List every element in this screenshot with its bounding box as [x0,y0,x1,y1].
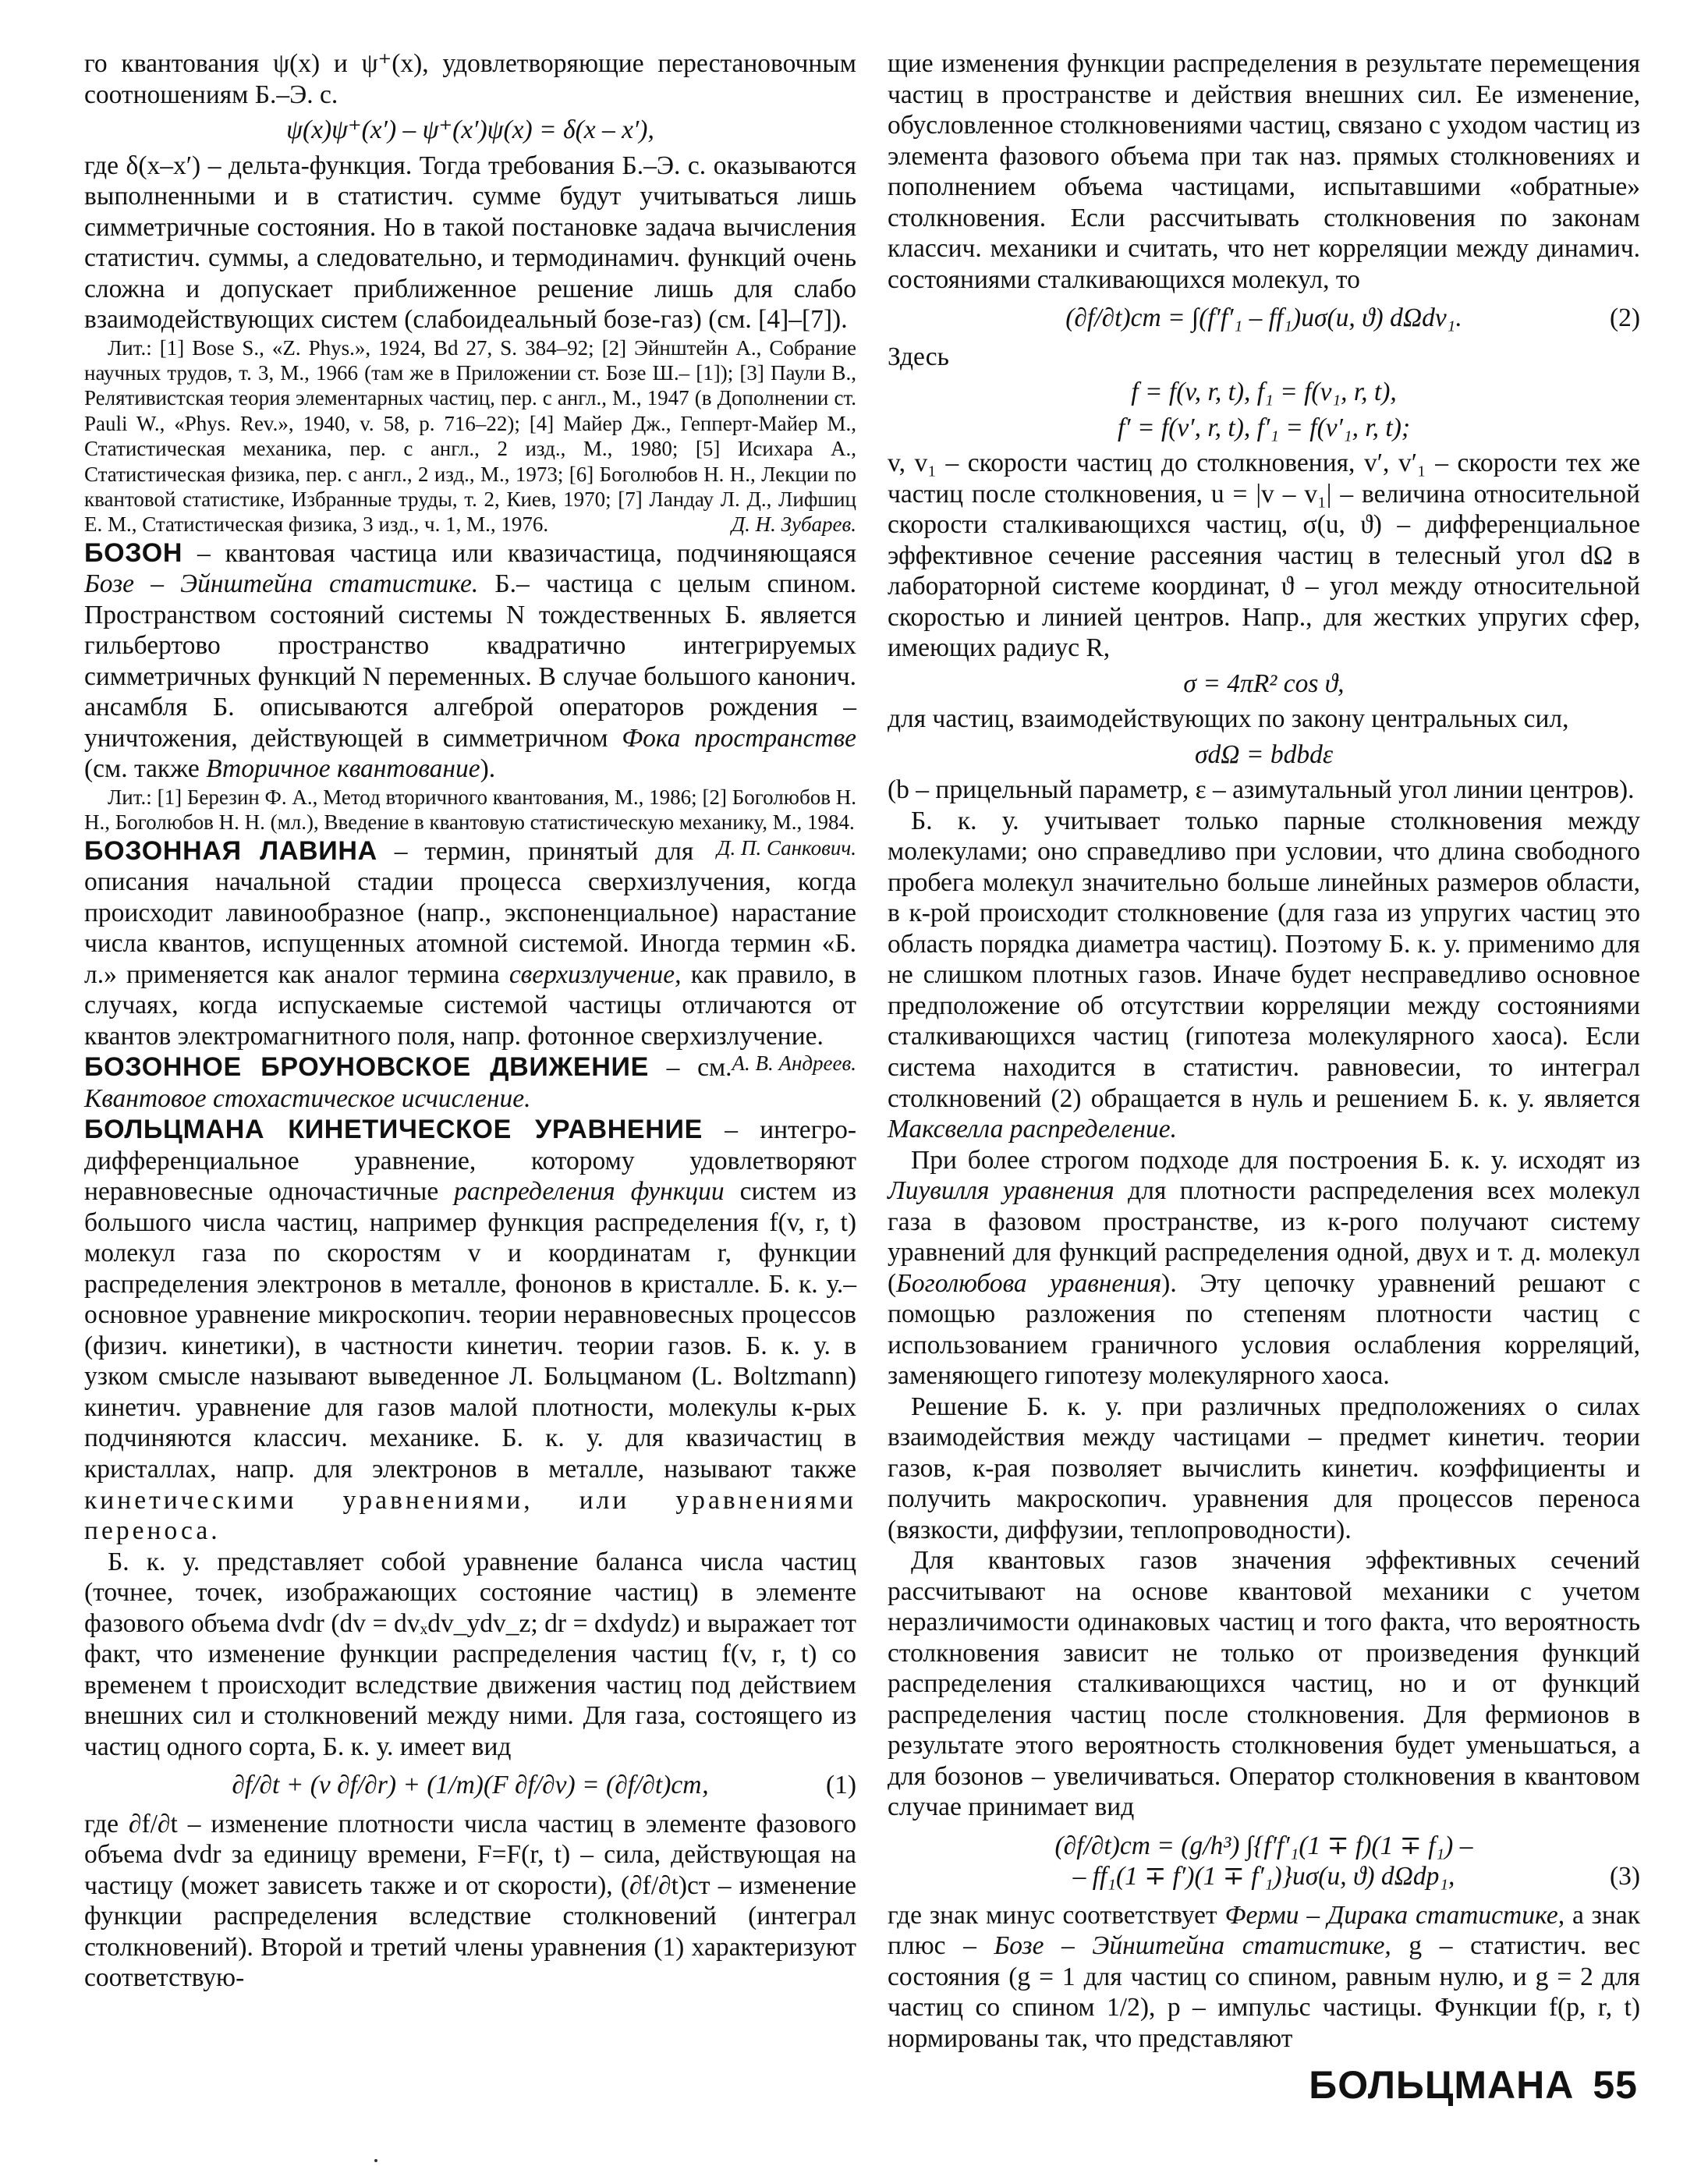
entry-text: Б.– частица с целым спином. Пространством состояний системы N тождественных Б. является гильбертово пространство квадратично интегрируемых симметричных функций N переменных. В случае большого канонич. ансамбля Б. описываются алгеброй операторов рождения – уничтожения, действующей в симметричном [84,569,856,753]
paragraph-text: Б. к. у. учитывает только парные столкновения между молекулами; оно справедливо при условии, что длина свободного пробега молекул значительно больше линейных размеров области, в к-рой происходит столкновение (для газа из упругих частиц это область порядка диаметра частиц). Поэтому Б. к. у. применимо для не слишком плотных газов. Иначе будет несправедливо основное предположение об отсутствии корреляции между состояниями сталкивающихся частиц (гипотеза молекулярного хаоса). Если система находится в статистич. равновесии, то интеграл столкновений (2) обращается в нуль и решением Б. к. у. является [888,806,1640,1113]
equation-line-1: (∂f/∂t)ст = (g/h³) ∫{f′f′₁(1 ∓ f)(1 ∓ f₁) – [1054,1831,1473,1860]
cross-reference: Фока пространстве [622,723,856,753]
equation-body: (∂f/∂t)ст = ∫(f′f′₁ – ff₁)uσ(u, ϑ) dΩdv₁. [1065,303,1462,333]
cross-reference: Квантовое стохастическое исчисление. [84,1083,531,1113]
formula-commutator: ψ(x)ψ⁺(x′) – ψ⁺(x′)ψ(x) = δ(x – x′), [286,115,654,145]
paragraph: (b – прицельный параметр, ε – азимутальный угол линии центров). [888,775,1635,805]
paragraph-text: где знак минус соответствует [888,1900,1225,1930]
literature-text: Лит.: [1] Bose S., «Z. Phys.», 1924, Bd 27, S. 384–92; [2] Эйнштейн А., Собрание научных трудов, т. 3, М., 1966 (там же в Приложении ст. Бозе Ш.– [1]); [3] Паули В., Релятивистская теория элементарных частиц, пер. с англ., М., 1947 (в Дополнении ст. Pauli W., «Phys. Rev.», 1940, v. 58, p. 716–22); [4] Майер Дж., Гепперт-Майер М., Статистическая механика, пер. с англ., 2 изд., М., 1980; [5] Исихара А., Статистическая физика, пер. с англ., 2 изд., М., 1973; [6] Боголюбов Н. Н., Лекции по квантовой статистике, Избранные труды, т. 2, Киев, 1970; [7] Ландау Л. Д., Лифшиц Е. М., Статистическая физика, 3 изд., ч. 1, М., 1976. [84,335,856,537]
literature-text: Лит.: [1] Березин Ф. А., Метод вторичного квантования, М., 1986; [2] Боголюбов Н. Н., Боголюбов Н. Н. (мл.), Введение в квантовую статистическую механику, М., 1984. [84,785,856,835]
entry-text: систем из большого числа частиц, например функция распределения f(v, r, t) молекул газа по скоростям v и координатам r, функции распределения электронов в металле, фононов в кристалле. Б. к. у.– основное уравнение микроскопич. теории неравновесных процессов (физич. кинетики), в частности кинетич. теории газов. Б. к. у. в узком смысле называют выведенное Л. Больцманом (L. Boltzmann) кинетич. уравнение для газов малой плотности, молекулы к-рых подчиняются классич. механике. Б. к. у. для квазичастиц в кристаллах, напр. для электронов в металле, называют также [84,1177,857,1484]
entry-text: как правило, в случаях, когда испускаемые системой частицы отличаются от квантов электромагнитного поля, напр. фотонное сверхизлучение. [84,959,856,1051]
equation-body: ∂f/∂t + (v ∂f/∂r) + (1/m)(F ∂f/∂v) = (∂f/∂t)ст, [232,1771,709,1800]
paragraph-text: а знак плюс – [888,1900,1640,1961]
entry-text: ). [480,754,496,784]
author-signature: Д. П. Санкович. [717,835,856,860]
formula-cross-section: σ = 4πR² cos ϑ, [1183,668,1345,698]
entry-text: (см. также [84,754,207,784]
headword: БОЗОН [84,537,183,568]
author-signature: А. В. Андреев. [732,1051,856,1076]
paragraph: щие изменения функции распределения в результате перемещения частиц в пространстве и действия внешних сил. Ее изменение, обусловленное столкновениями частиц, связано с уходом частиц из элемента фазового объема при так наз. прямых столкновениях и пополнением объема частицами, испытавшими «обратные» столкновения. Если рассчитывать столкновения по законам классич. механики и считать, что нет корреляции между динамич. состояниями сталкивающихся молекул, то [888,49,1640,294]
author-signature: Д. Н. Зубарев. [731,512,856,537]
equation-1 [84,1770,856,1801]
cross-reference: сверхизлучение, [509,959,682,989]
cross-reference: Ферми – Дирака статистике, [1224,1900,1565,1930]
cross-reference: Лиувилля уравнения [888,1176,1114,1206]
paragraph: Для квантовых газов значения эффективных сечений рассчитывают на основе квантовой механики с учетом неразличимости одинаковых частиц и того факта, что вероятность столкновения зависит не только от произведения функций распределения сталкивающихся частиц, но и от функций распределения частиц после столкновения. Для фермионов в результате этого вероятность столкновения будет уменьшаться, а для бозонов – увеличиваться. Оператор столкновения в квантовом случае принимает вид [888,1546,1640,1822]
left-column [84,48,856,1994]
equation-2 [888,303,1640,334]
paragraph [888,1145,1640,1392]
cross-reference: распределения функции [454,1177,725,1207]
formula-definitions-2: f′ = f(v′, r, t), f′₁ = f(v′₁, r, t); [1117,413,1411,442]
paragraph-text: При более строгом подходе для построения Б. к. у. исходят из [911,1145,1640,1175]
equation-line-2: – ff₁(1 ∓ f′)(1 ∓ f′₁)}uσ(u, ϑ) dΩdp₁, [1072,1862,1455,1892]
paragraph: го квантования ψ(x) и ψ⁺(x), удовлетворяющие перестановочным соотношениям Б.–Э. с. [84,49,856,109]
paragraph: где ∂f/∂t – изменение плотности числа частиц в элементе фазового объема dvdr за единицу времени, F=F(r, t) – сила, действующая на частицу (может зависеть также и от скорости), (∂f/∂t)ст – изменение функции распределения вследствие столкновений (интеграл столкновений). Второй и третий члены уравнения (1) характеризуют соответствую- [84,1809,856,1993]
cross-reference: Максвелла распределение. [888,1115,1177,1144]
paragraph: v, v₁ – скорости частиц до столкновения, v′, v′₁ – скорости тех же частиц после столкновения, u = |v – v₁| – величина относительной скорости сталкивающихся частиц, σ(u, ϑ) – дифференциальное эффективное сечение рассеяния частиц в телесный угол dΩ в лабораторной системе координат, ϑ – угол между относительной скоростью и линией центров. Напр., для жестких упругих сфер, имеющих радиус R, [888,448,1640,663]
paragraph: для частиц, взаимодействующих по закону центральных сил, [888,704,1569,734]
paragraph: Решение Б. к. у. при различных предположениях о силах взаимодействия между частицами – предмет кинетич. теории газов, к-рая позволяет вычислить кинетич. коэффициенты и получить макроскопич. уравнения для процессов переноса (вязкости, диффузии, теплопроводности). [888,1392,1640,1544]
right-column [888,48,1640,2054]
equation-number: (2) [1609,303,1640,333]
equation-3 [888,1831,1640,1892]
paragraph: Здесь [888,342,949,371]
paragraph [888,806,1640,1145]
formula-definitions-1: f = f(v, r, t), f₁ = f(v₁, r, t), [1131,378,1397,407]
formula-central-forces: σdΩ = bdbdε [1194,739,1334,769]
entry-boltzmann [84,1114,856,1546]
paragraph: Б. к. у. представляет собой уравнение баланса числа частиц (точнее, точек, изображающих состояние частиц) в элементе фазового объема dvdr (dv = dvₓdv_ydv_z; dr = dxdydz) и выражает тот факт, что изменение функции распределения частиц f(v, r, t) со временем t происходит вследствие движения частиц под действием внешних сил и столкновений между ними. Для газа, состоящего из частиц одного сорта, Б. к. у. имеет вид [84,1547,856,1761]
entry-text: – см. [649,1053,732,1083]
cross-reference: Бозе – Эйнштейна статистике. [84,569,479,599]
entry-bozon [84,537,856,785]
literature-list [84,335,856,537]
cross-reference: Бозе – Эйнштейна статистике, [994,1931,1391,1961]
paragraph-text: ). Эту цепочку уравнений решают с помощью разложения по степеням плотности частиц с использованием граничного условия ослабления корреляций, заменяющего гипотезу молекулярного хаоса. [888,1268,1640,1391]
entry-text: – термин, принятый для описания начальной стадии процесса сверхизлучения, когда происходит лавинообразное (напр., экспоненциальное) нарастание числа квантов, испущенных атомной системой. Иногда термин «Б. л.» применяется как аналог термина [84,836,856,989]
paragraph-text: для плотности распределения всех молекул газа в фазовом пространстве, из к-рого получают систему уравнений для функций распределения одной, двух и т. д. молекул ( [888,1176,1640,1298]
page-number: 55 [1593,2063,1638,2107]
headword: БОЗОННОЕ БРОУНОВСКОЕ ДВИЖЕНИЕ [84,1052,649,1083]
cross-reference: Боголюбова уравнения [896,1268,1162,1298]
paragraph [888,1900,1640,2055]
paragraph: где δ(x–x′) – дельта-функция. Тогда требования Б.–Э. с. оказываются выполненными и в статистич. сумме будут учитываться лишь симметричные состояния. Но в такой постановке задача вычисления статистич. суммы, а следовательно, и термодинамич. функций очень сложна и допускает приближенное решение лишь для слабо взаимодействующих систем (слабоидеальный бозе-газ) (см. [4]–[7]). [84,151,856,335]
entry-text: – квантовая частица или квазичастица, подчиняющаяся [182,538,856,568]
equation-number: (1) [825,1771,856,1800]
entry-text: – интегро-дифференциальное уравнение, которому удовлетворяют неравновесные одночастичные [84,1115,857,1207]
paragraph-text: g – статистич. вес состояния (g = 1 для частиц со спином, равным нулю, и g = 2 для частиц со спином 1/2), p – импульс частицы. Функции f(p, r, t) нормированы так, что представляют [888,1931,1640,2053]
equation-number: (3) [1609,1862,1640,1892]
running-footer [1248,2062,1638,2108]
headword: БОЗОННАЯ ЛАВИНА [84,835,377,866]
running-head-word: БОЛЬЦМАНА [1309,2063,1575,2107]
print-mark [374,2159,377,2162]
headword: БОЛЬЦМАНА КИНЕТИЧЕСКОЕ УРАВНЕНИЕ [84,1115,703,1145]
cross-reference: Вторичное квантование [206,754,480,784]
spaced-term: кинетическими уравнениями, или уравнениями переноса. [84,1485,856,1546]
